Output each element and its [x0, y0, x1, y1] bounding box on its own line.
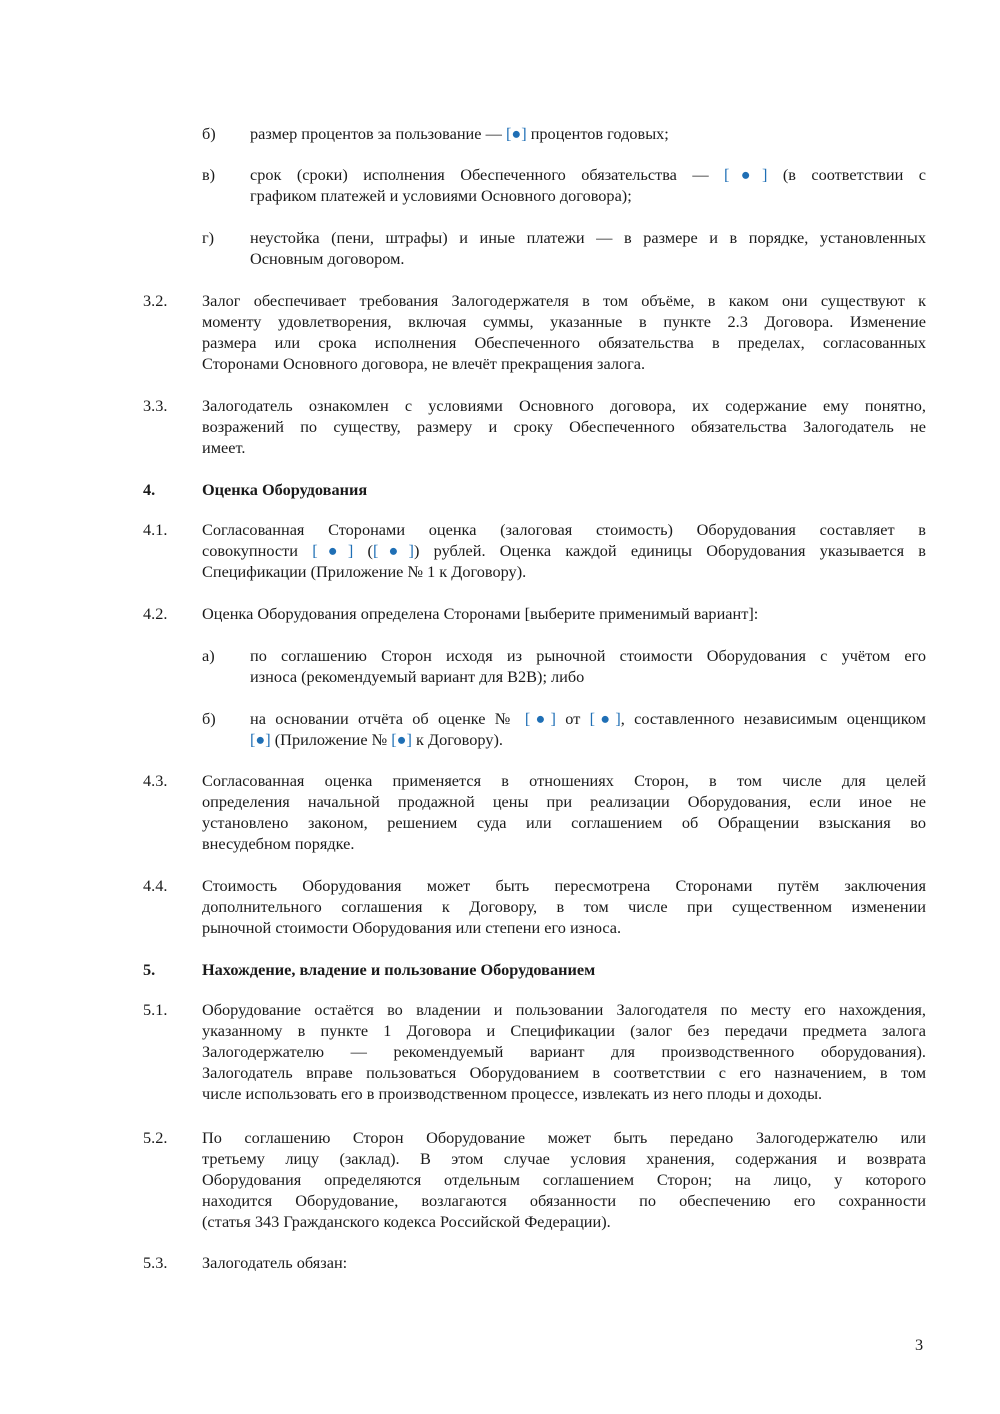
item-g-text: неустойка (пени, штрафы) и иные платежи — в размере и в порядке, установленных Основным договором. [250, 228, 926, 268]
placeholder: [●] [391, 730, 412, 749]
option-b-label: б) [202, 709, 216, 728]
section-4-number: 4. [143, 480, 156, 499]
page-number: 3 [915, 1335, 924, 1354]
clause-4-1-text: Согласованная Сторонами оценка (залоговая стоимость) Оборудования составляет в совокупности [●] ([●]) рублей. Оценка каждой единицы Оборудования указывается в Спецификации (Приложение № 1 к Договору). [202, 520, 926, 581]
clause-5-2-number: 5.2. [143, 1128, 168, 1147]
item-g-label: г) [202, 228, 215, 247]
item-v-label: в) [202, 165, 216, 184]
clause-4-3-number: 4.3. [143, 771, 168, 790]
clause-3-2-number: 3.2. [143, 291, 168, 310]
clause-4-2-text: Оценка Оборудования определена Сторонами [выберите применимый вариант]: [202, 604, 759, 623]
clause-5-1-text: Оборудование остаётся во владении и пользовании Залогодателя по месту его нахождения, указанному в пункте 1 Договора и Спецификации (залог без передачи предмета залога Залогодержателю — рекомендуемый вариант для производственного оборудования). Залогодатель вправе пользоваться Оборудованием в соответствии с его назначением, в том числе использовать его в производственном процессе, извлекать из него плоды и доходы. [202, 1000, 926, 1103]
option-a-text: по соглашению Сторон исходя из рыночной стоимости Оборудования с учётом его износа (рекомендуемый вариант для B2B); либо [250, 646, 926, 686]
option-b-text: на основании отчёта об оценке № [●] от [●], составленного независимым оценщиком [●] (Приложение № [●] к Договору). [250, 709, 926, 749]
placeholder: [●] [312, 541, 354, 560]
item-b-label: б) [202, 124, 216, 143]
clause-5-1-number: 5.1. [143, 1000, 168, 1019]
clause-5-2-text: По соглашению Сторон Оборудование может быть передано Залогодержателю или третьему лицу (заклад). В этом случае условия хранения, содержания и возврата Оборудования определяются отдельным соглашением Сторон; на лицо, у которого находится Оборудование, возлагаются обязанности по обеспечению его сохранности (статья 343 Гражданского кодекса Российской Федерации). [202, 1128, 926, 1231]
placeholder: [●] [372, 541, 414, 560]
clause-4-3-text: Согласованная оценка применяется в отношениях Сторон, в том числе для целей определения начальной продажной цены при реализации Оборудования, если иное не установлено законом, решением суда или соглашением об Обращении взыскания во внесудебном порядке. [202, 771, 926, 853]
placeholder: [●] [505, 124, 527, 143]
clause-4-4-text: Стоимость Оборудования может быть пересмотрена Сторонами путём заключения дополнительного соглашения к Договору, в том числе при существенном изменении рыночной стоимости Оборудования или степени его износа. [202, 876, 926, 937]
clause-5-3-number: 5.3. [143, 1253, 168, 1272]
item-b-text: размер процентов за пользование — [●] процентов годовых; [250, 124, 669, 143]
clause-3-3-number: 3.3. [143, 396, 168, 415]
placeholder: [●] [724, 165, 768, 184]
clause-4-4-number: 4.4. [143, 876, 168, 895]
section-4-heading: Оценка Оборудования [202, 480, 368, 499]
clause-3-3-text: Залогодатель ознакомлен с условиями Основного договора, их содержание ему понятно, возражений по существу, размеру и сроку Обеспеченного обязательства Залогодатель не имеет. [202, 396, 926, 457]
placeholder: [●] [250, 730, 271, 749]
placeholder: [●] [524, 709, 556, 728]
clause-4-1-number: 4.1. [143, 520, 168, 539]
clause-4-2-number: 4.2. [143, 604, 168, 623]
option-a-label: а) [202, 646, 215, 665]
item-v-text: срок (сроки) исполнения Обеспеченного обязательства — [●] (в соответствии с графиком платежей и условиями Основного договора); [250, 165, 926, 205]
clause-5-3-text: Залогодатель обязан: [202, 1253, 348, 1272]
section-5-number: 5. [143, 960, 156, 979]
section-5-heading: Нахождение, владение и пользование Оборудованием [202, 960, 596, 979]
clause-3-2-text: Залог обеспечивает требования Залогодержателя в том объёме, в каком они существуют к моменту удовлетворения, включая суммы, указанные в пункте 2.3 Договора. Изменение размера или срока исполнения Обеспеченного обязательства в пределах, согласованных Сторонами Основного договора, не влечёт прекращения залога. [202, 291, 926, 373]
placeholder: [●] [589, 709, 621, 728]
